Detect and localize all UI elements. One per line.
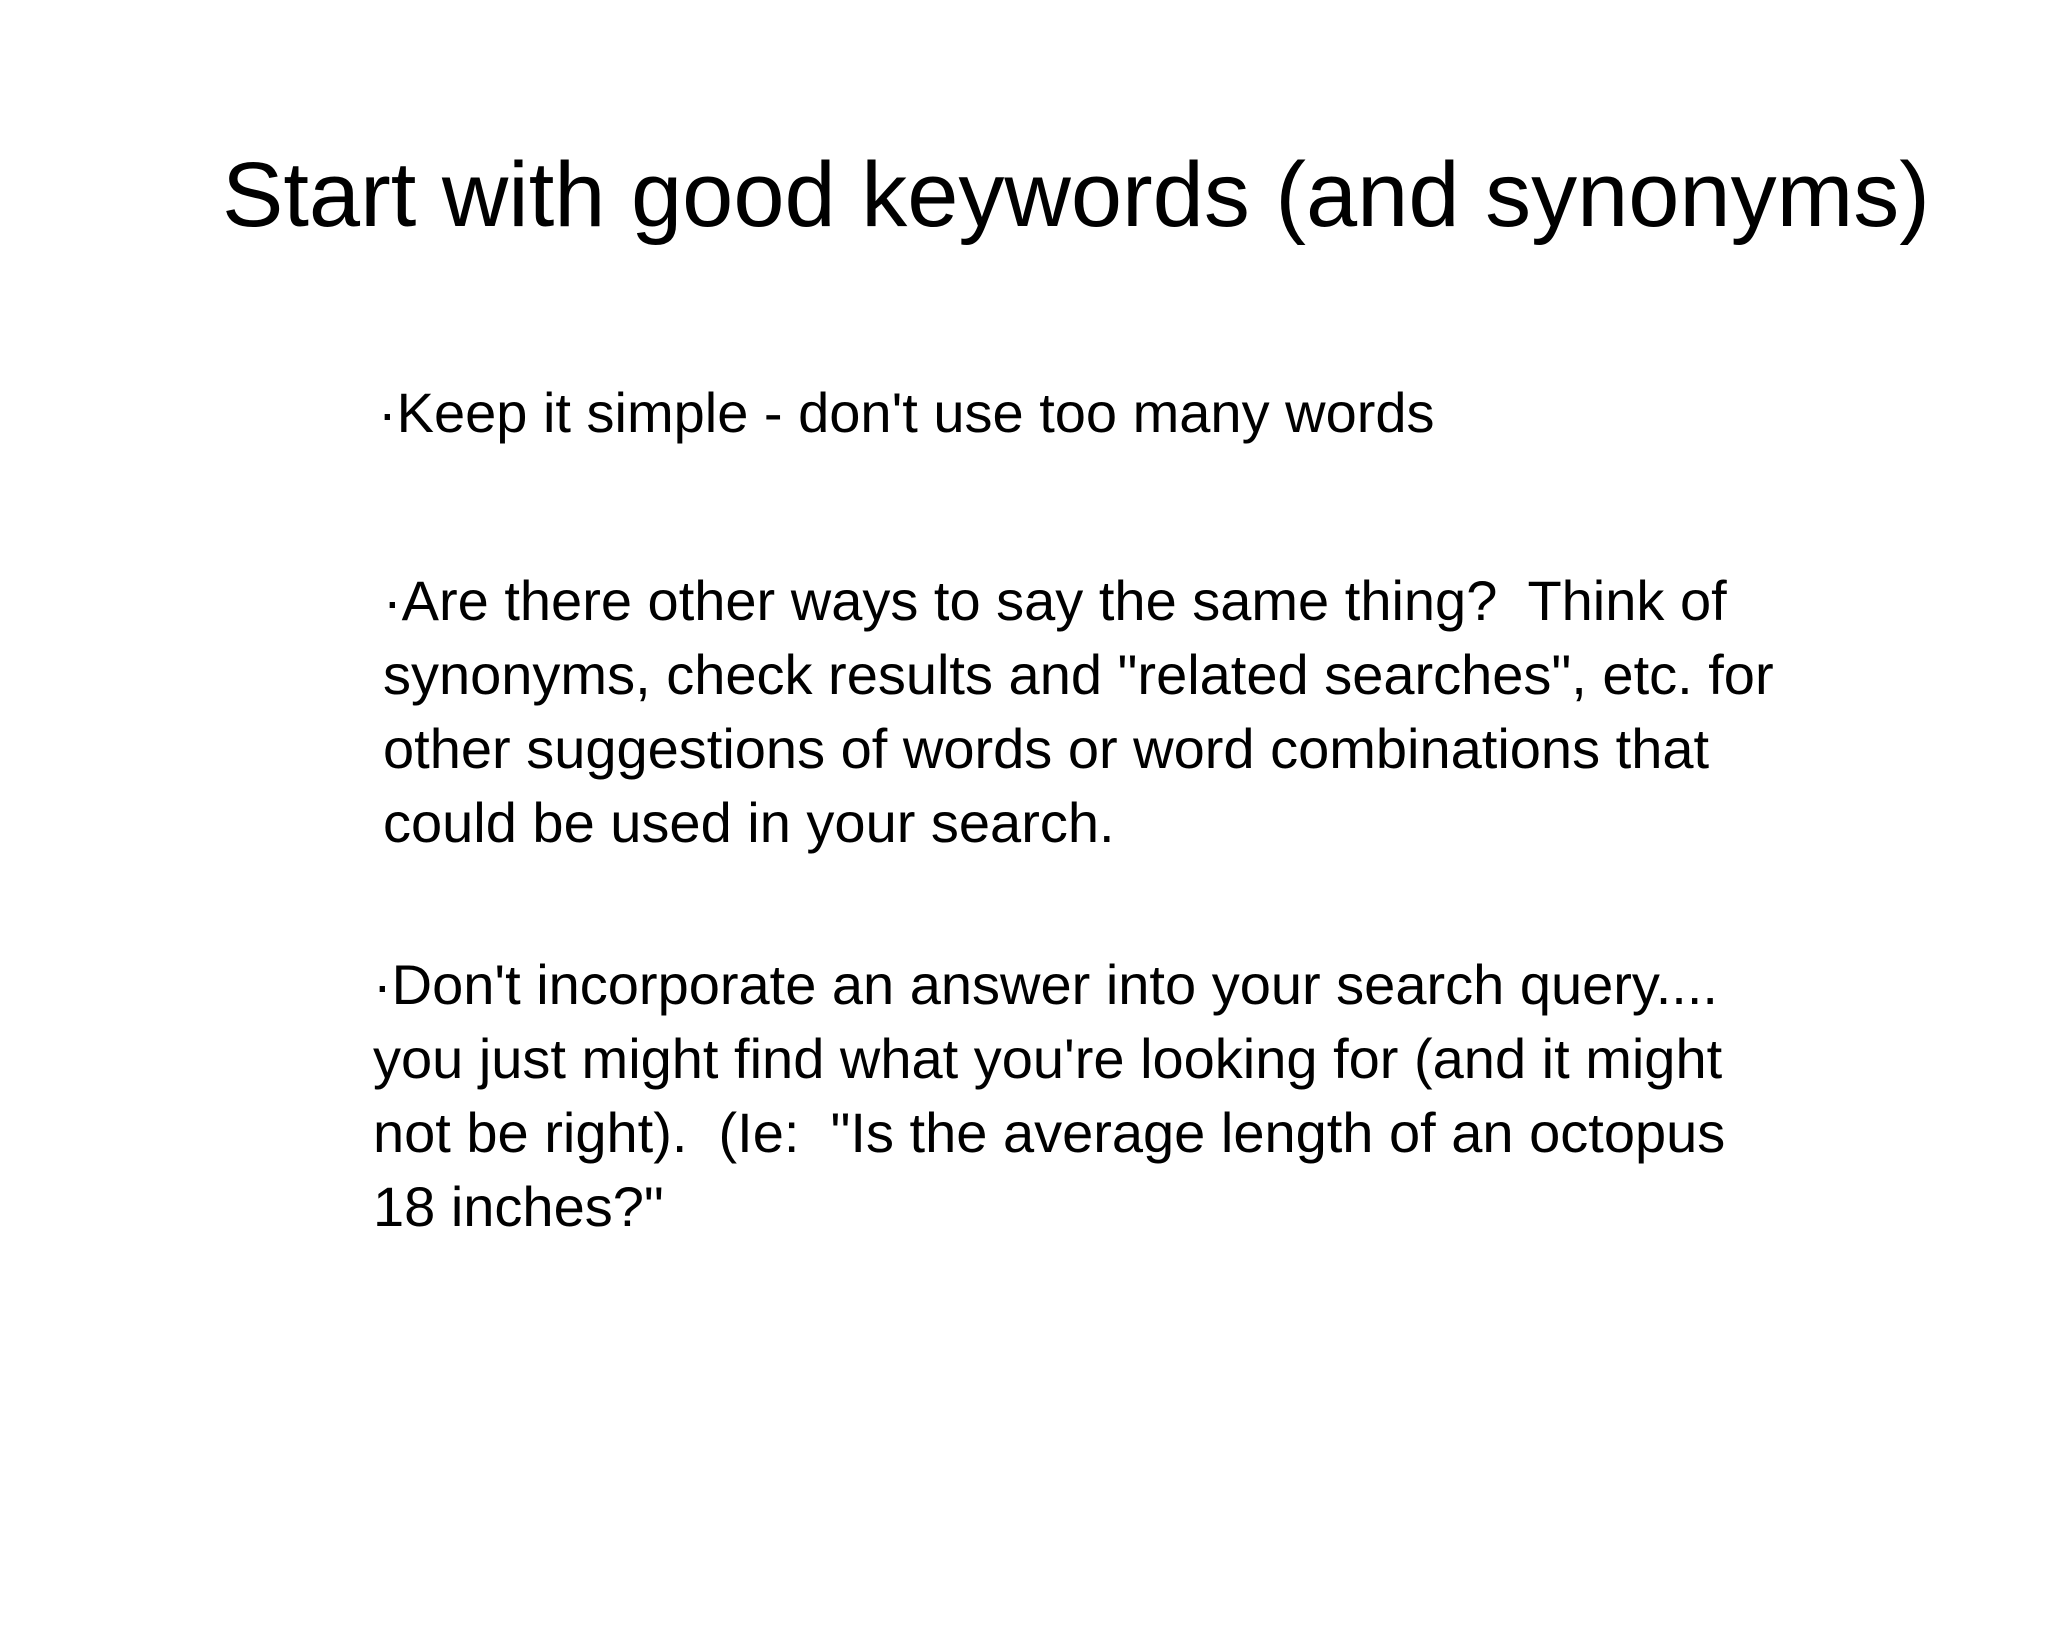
bullet-keep-it-simple: ·Keep it simple - don't use too many words — [378, 381, 1435, 444]
bullet-no-answer-in-query: ·Don't incorporate an answer into your search query.... you just might find what you're looking for (and it might not be right). (Ie: "Is the average length of an octopus 18 inches?" — [373, 953, 1726, 1238]
bullet-synonyms: ·Are there other ways to say the same thing? Think of synonyms, check results and "related searches", etc. for other suggestions of words or word combinations that could be used in your search. — [383, 569, 1774, 854]
slide-title: Start with good keywords (and synonyms) — [222, 144, 1930, 246]
